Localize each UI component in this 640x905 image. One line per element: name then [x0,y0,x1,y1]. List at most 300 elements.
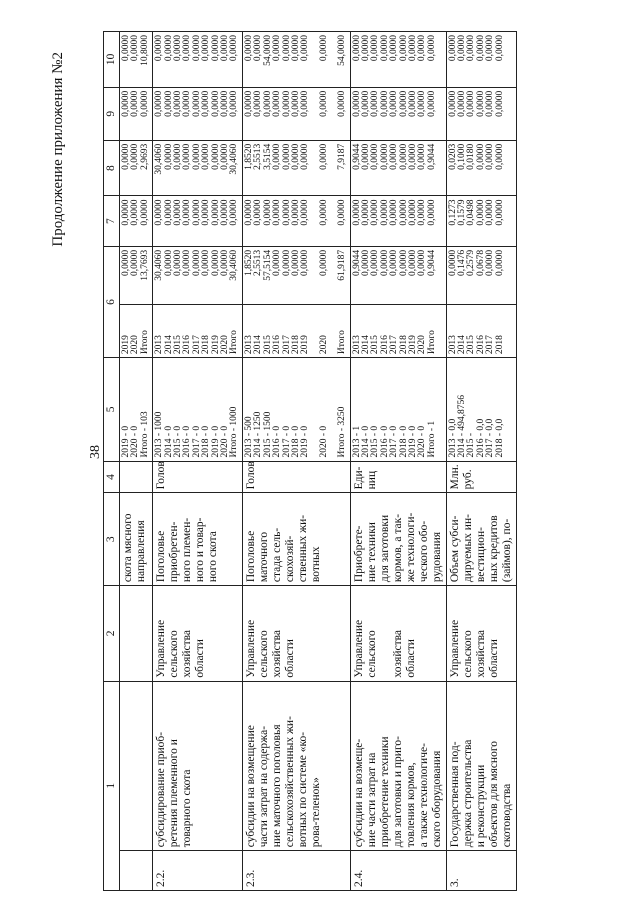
value-line: Итого - 103 [139,411,150,458]
value-line: 0,0000 [173,35,184,62]
value-line: 0,0000 [300,199,311,226]
value-line: 0,0000 [337,199,348,226]
table-body [104,32,517,891]
value-line: 2020 - 0 [417,425,428,458]
value-line: 0,0000 [173,199,184,226]
value-line: 0,0000 [253,199,264,226]
value-line: 0,0000 [229,199,240,226]
value-line: 0,0000 [456,90,467,117]
value-line: 54,0000 [262,35,273,66]
value-line: 0,0000 [182,35,193,62]
indicator: Поголовье приобретен- ного племен- ного и товар- ного скота [153,493,243,586]
funding-federal [446,196,516,246]
value-line: 0,0000 [475,199,486,226]
value-line: 0,0000 [370,249,381,276]
value-line: 0,0498 [466,199,477,226]
planned-volume [446,358,516,461]
value-line: 0,0000 [191,35,202,62]
value-line: 0,0000 [389,199,400,226]
value-line: 0,0000 [210,90,221,117]
value-line: 2014 - 1250 [253,411,264,458]
value-line: 2016 [379,335,390,355]
unit: Голов [242,461,350,493]
value-line: 0,0000 [290,249,301,276]
value-line: 0,0000 [154,35,165,62]
value-line: 2017 - 0 [281,425,292,458]
value-line: 0,0000 [485,35,496,62]
value-line: 2019 [210,335,221,355]
indicator: Приобрете- ние техники для заготовки кормов, а так- же технологи- ческого обо- рудования [350,493,446,586]
value-line: 2013 [243,335,254,355]
value-line: 0,0000 [337,90,348,117]
value-line: 0,0000 [121,90,131,117]
value-line: 0,0000 [370,35,381,62]
value-line: 0,0000 [191,199,202,226]
value-line: 0,0000 [407,199,418,226]
value-line: 0,0000 [485,143,496,170]
funding-federal [242,196,350,246]
value-line: 0,0000 [370,199,381,226]
value-line: 0,0000 [360,35,371,62]
value-line: 0,0000 [417,35,428,62]
value-line: 0,0000 [494,143,505,170]
value-line: 54,0000 [337,35,348,66]
year [153,305,243,358]
value-line: 0,0000 [229,35,240,62]
value-line: 2014 - 0 [163,425,174,458]
value-line: 2019 - 0 [407,425,418,458]
executor: Управление сельского хозяйства области [350,586,446,681]
value-line: 2019 [407,335,418,355]
value-line: 0,0000 [243,199,254,226]
table-row [242,32,350,891]
value-line: 2017 - 0 [389,425,400,458]
funding-federal [350,196,446,246]
value-line: 0,0000 [121,249,131,276]
table-row [120,32,153,891]
value-line: 0,0000 [318,35,329,62]
value-line: 0,0000 [182,90,193,117]
year [446,305,516,358]
value-line: 0,0000 [318,199,329,226]
value-line: 0,0000 [290,143,301,170]
table-row [446,32,516,891]
executor [120,586,153,681]
value-line: 0,0000 [281,90,292,117]
value-line: 0,0000 [389,35,400,62]
value-line: 0,0000 [130,90,141,117]
value-line: 0,0000 [281,249,292,276]
planned-volume [242,358,350,461]
col-header: 8 [104,140,120,196]
value-line: 0,9044 [351,249,362,276]
executor: Управление сельского хозяйства области [446,586,516,681]
value-line: 0,0000 [494,35,505,62]
value-line: 0,0000 [351,90,362,117]
value-line: 0,0000 [281,143,292,170]
value-line: 2016 [475,335,486,355]
value-line: 0,0000 [407,249,418,276]
value-line: 0,0000 [220,35,231,62]
funding-local [446,87,516,140]
value-line: 2018 - 0 [290,425,301,458]
value-line: 0,0000 [300,143,311,170]
value-line: 0,0000 [201,199,212,226]
value-line: 61,9187 [337,249,348,281]
value-line: Итого - 3250 [337,406,348,458]
value-line: 0,0000 [210,199,221,226]
value-line: 30,4060 [229,143,240,175]
value-line: Итого [337,330,348,355]
row-number [120,851,153,891]
col-header: 3 [104,493,120,586]
value-line: 2017 [191,335,202,355]
value-line: 2016 [182,335,193,355]
value-line: 0,1000 [456,143,467,170]
value-line: 2013 - 0,0 [447,418,458,458]
value-line: 0,0000 [379,249,390,276]
program-table [103,31,517,891]
value-line: 0,0000 [398,90,409,117]
value-line: 0,0000 [360,249,371,276]
value-line: 2017 [281,335,292,355]
value-line: 0,0000 [201,249,212,276]
value-line: 0,0000 [300,90,311,117]
value-line: 30,4060 [154,249,165,281]
value-line: 0,0000 [229,90,240,117]
value-line: 0,0000 [253,35,264,62]
value-line: 1,8520 [243,249,254,276]
value-line: 0,0000 [201,90,212,117]
value-line: 2014 [163,335,174,355]
value-line: 0,0000 [154,199,165,226]
value-line: Итого [139,330,150,355]
value-line: 0,0000 [426,199,437,226]
value-line: 2014 [253,335,264,355]
value-line: 0,0000 [262,90,273,117]
funding-local [153,87,243,140]
value-line: 0,0000 [417,90,428,117]
value-line: 2018 [290,335,301,355]
value-line: 0,0203 [447,143,458,170]
value-line: 2015 [370,335,381,355]
value-line: 2014 [360,335,371,355]
value-line: 0,9044 [351,143,362,170]
funding-other [242,32,350,88]
value-line: 0,0000 [407,90,418,117]
value-line: 2015 - 1500 [262,411,273,458]
value-line: 0,0000 [163,90,174,117]
value-line: 0,0000 [173,90,184,117]
value-line: 0,0000 [351,35,362,62]
value-line: 0,0000 [466,35,477,62]
value-line: 0,0000 [300,249,311,276]
value-line: 2018 [398,335,409,355]
value-line: 0,0000 [475,35,486,62]
col-header: 9 [104,87,120,140]
value-line: 0,0000 [139,90,150,117]
value-line: 2016 [272,335,283,355]
executor: Управление сельского хозяйства области [242,586,350,681]
funding-other [446,32,516,88]
value-line: 0,0000 [210,35,221,62]
value-line: 0,0000 [494,90,505,117]
value-line: 0,0000 [182,143,193,170]
planned-volume [120,358,153,461]
measure-name: Государственная под- держка строительства и реконструкции объектов для мясного скотоводства [446,681,516,851]
value-line: 7,9187 [337,143,348,170]
value-line: 2020 [318,335,329,355]
value-line: 0,0000 [272,249,283,276]
value-line: 0,0000 [253,90,264,117]
value-line: 0,2579 [466,249,477,276]
value-line: 0,0000 [389,90,400,117]
value-line: 0,0000 [318,90,329,117]
value-line: 0,0000 [182,249,193,276]
funding-local [242,87,350,140]
value-line: 0,0000 [456,35,467,62]
value-line: 0,0000 [426,90,437,117]
planned-volume [350,358,446,461]
value-line: 0,0000 [407,143,418,170]
value-line: 0,0000 [417,143,428,170]
value-line: 57,5154 [262,249,273,281]
funding-local [350,87,446,140]
unit: Еди- ниц [350,461,446,493]
funding-other [120,32,153,88]
value-line: 2020 - 0 [130,425,141,458]
value-line: 2019 [300,335,311,355]
value-line: 2,5513 [253,143,264,170]
value-line: 2015 - [466,432,477,458]
value-line: 0,0000 [182,199,193,226]
value-line: 0,0000 [220,90,231,117]
value-line: 0,9044 [426,143,437,170]
year [242,305,350,358]
value-line: 0,0000 [290,90,301,117]
value-line: 0,0000 [447,249,458,276]
value-line: 0,0000 [191,143,202,170]
col-header: 10 [104,32,120,88]
value-line: 2020 - 0 [318,425,329,458]
value-line: 0,0000 [398,249,409,276]
value-line: 0,0000 [173,249,184,276]
header-row [104,32,120,891]
funding-total [153,246,243,304]
value-line: 30,4060 [229,249,240,281]
value-line: 0,9044 [426,249,437,276]
row-number: 3. [446,851,516,891]
value-line: 2018 - 0 [201,425,212,458]
funding-total [120,246,153,304]
value-line: 0,0000 [360,143,371,170]
row-number: 2.2. [153,851,243,891]
funding-regional [242,140,350,196]
value-line: 0,0000 [290,35,301,62]
value-line: 0,0000 [201,35,212,62]
value-line: 0,0000 [426,35,437,62]
funding-regional [153,140,243,196]
page-number: 38 [88,445,103,459]
col-header: 5 [104,358,120,461]
value-line: 0,0000 [243,35,254,62]
value-line: 2013 [351,335,362,355]
value-line: 2016 - 0 [379,425,390,458]
value-line: Итого [426,330,437,355]
value-line: 0,0000 [281,199,292,226]
value-line: 2013 - 1000 [154,411,165,458]
value-line: 2018 [201,335,212,355]
value-line: 0,0000 [360,199,371,226]
value-line: 0,0000 [210,143,221,170]
col-header: 7 [104,196,120,246]
indicator: скота мясного направления [120,493,153,586]
value-line: 0,0000 [220,143,231,170]
measure-name [120,681,153,851]
value-line: 2014 - 494,8756 [456,394,467,458]
value-line: 0,0000 [130,143,141,170]
value-line: 0,0000 [389,143,400,170]
value-line: 0,0000 [173,143,184,170]
value-line: 0,0000 [398,199,409,226]
value-line: 0,0000 [272,90,283,117]
value-line: 0,0000 [379,199,390,226]
unit [120,461,153,493]
value-line: 0,0000 [281,35,292,62]
value-line: 0,0000 [272,143,283,170]
value-line: 0,0000 [318,143,329,170]
value-line: 2017 [485,335,496,355]
value-line: 0,0000 [379,35,390,62]
value-line: 0,0000 [191,90,202,117]
value-line: 2,9693 [139,143,150,170]
value-line: 2016 - 0,0 [475,418,486,458]
value-line: 0,0000 [130,249,141,276]
value-line: 0,0000 [272,199,283,226]
funding-total [350,246,446,304]
value-line: 0,0000 [494,249,505,276]
measure-name: субсидирование приоб- ретения племенного и товарного скота [153,681,243,851]
col-header: 4 [104,461,120,493]
value-line: 2017 - 0,0 [485,418,496,458]
funding-local [120,87,153,140]
funding-federal [120,196,153,246]
value-line: 0,0000 [121,143,131,170]
value-line: 2019 - 0 [300,425,311,458]
value-line: 0,0000 [121,35,131,62]
value-line: 0,0000 [447,35,458,62]
unit: Млн. руб. [446,461,516,493]
value-line: 2018 - 0,0 [494,418,505,458]
value-line: 1,8520 [243,143,254,170]
year [120,305,153,358]
value-line: 0,0000 [300,35,311,62]
value-line: Итого [229,330,240,355]
value-line: 0,0000 [475,143,486,170]
unit: Голов [153,461,243,493]
funding-regional [350,140,446,196]
value-line: 0,0000 [370,143,381,170]
value-line: 2013 - 1 [351,425,362,458]
value-line: 0,0000 [130,35,141,62]
value-line: 2019 [121,335,131,355]
value-line: 0,0000 [417,249,428,276]
funding-total [446,246,516,304]
value-line: 0,0000 [417,199,428,226]
value-line: 0,1476 [456,249,467,276]
measure-name: субсидии на возмещение части затрат на содержа- ние маточного поголовья сельскохозяйственных жи- вотных по системе «ко- рова-теленок» [242,681,350,851]
row-number: 2.3. [242,851,350,891]
table-row [350,32,446,891]
value-line: 0,0000 [475,90,486,117]
value-line: 2019 - 0 [121,425,131,458]
value-line: 0,0000 [163,35,174,62]
value-line: 0,0000 [379,90,390,117]
value-line: 0,0000 [466,90,477,117]
funding-federal [153,196,243,246]
value-line: 0,0000 [485,199,496,226]
value-line: 0,0000 [191,249,202,276]
value-line: 0,0000 [485,90,496,117]
value-line: 0,0000 [398,143,409,170]
value-line: 13,7693 [139,249,150,281]
value-line: 0,0000 [370,90,381,117]
funding-regional [446,140,516,196]
value-line: 0,0000 [139,199,150,226]
value-line: 2013 [447,335,458,355]
value-line: 2015 - 0 [173,425,184,458]
value-line: 0,0000 [290,199,301,226]
value-line: 3,5154 [262,143,273,170]
value-line: 2013 [154,335,165,355]
value-line: 0,0000 [154,90,165,117]
col-header: 2 [104,586,120,681]
value-line: 2013 - 500 [243,416,254,458]
value-line: 0,0000 [243,90,254,117]
value-line: 0,0000 [485,249,496,276]
value-line: 0,0000 [220,199,231,226]
value-line: 2,5513 [253,249,264,276]
value-line: 0,0000 [318,249,329,276]
value-line: 0,0000 [494,199,505,226]
value-line: 0,0000 [360,90,371,117]
col-header: 6 [104,246,120,357]
col-header: 1 [104,681,120,890]
value-line: 2015 [466,335,477,355]
value-line: 0,0000 [130,199,141,226]
funding-regional [120,140,153,196]
value-line: 2018 [494,335,505,355]
value-line: 2016 - 0 [182,425,193,458]
value-line: 0,0000 [262,199,273,226]
executor: Управление сельского хозяйства области [153,586,243,681]
value-line: 2017 [389,335,400,355]
value-line: 2015 - 0 [370,425,381,458]
funding-other [153,32,243,88]
value-line: 30,4060 [154,143,165,175]
value-line: 10,8000 [139,35,150,66]
value-line: 0,0000 [163,199,174,226]
value-line: 0,0678 [475,249,486,276]
value-line: 2020 [220,335,231,355]
value-line: 0,1579 [456,199,467,226]
value-line: 0,0000 [163,249,174,276]
value-line: 0,0000 [210,249,221,276]
value-line: 0,0000 [121,199,131,226]
value-line: 2015 [173,335,184,355]
value-line: 0,0000 [351,199,362,226]
value-line: 2020 [417,335,428,355]
